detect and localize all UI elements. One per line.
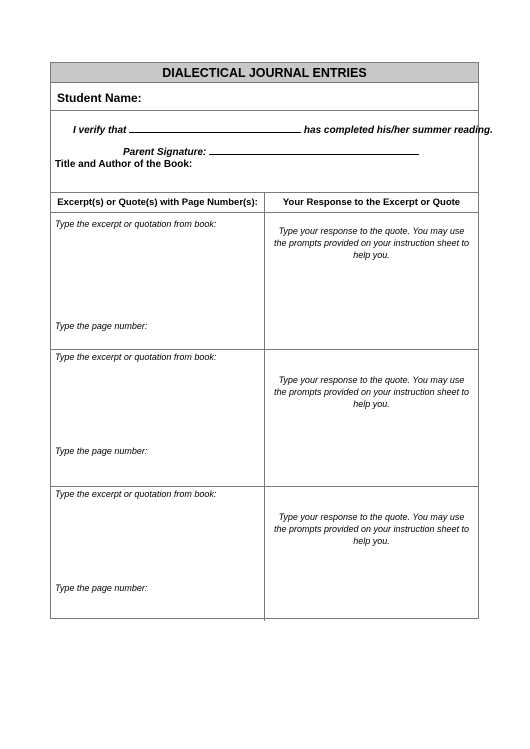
- journal-entry: [51, 213, 478, 350]
- response-column-header: [265, 193, 478, 212]
- book-title-field[interactable]: [51, 159, 478, 193]
- form-title: [51, 63, 478, 83]
- response-prompt: Type your response to the quote. You may use the prompts provided on your instruction sheet to help you.: [273, 226, 470, 260]
- column-headers: [51, 193, 478, 213]
- excerpt-column-header: [51, 193, 265, 212]
- book-title-label: Title and Author of the Book:: [55, 159, 193, 170]
- page-number-prompt: Type the page number:: [55, 446, 148, 456]
- verify-name-blank[interactable]: [129, 123, 301, 133]
- parent-signature-blank[interactable]: [209, 145, 419, 155]
- response-prompt: Type your response to the quote. You may use the prompts provided on your instruction sheet to help you.: [273, 375, 470, 409]
- response-cell[interactable]: [265, 487, 478, 621]
- student-name-field[interactable]: [51, 83, 478, 111]
- excerpt-prompt: Type the excerpt or quotation from book:: [55, 219, 217, 229]
- excerpt-prompt: Type the excerpt or quotation from book:: [55, 352, 217, 362]
- parent-signature-label: Parent Signature:: [123, 147, 207, 158]
- journal-entries: [51, 213, 478, 618]
- excerpt-cell[interactable]: [51, 350, 265, 486]
- journal-entry: [51, 487, 478, 621]
- excerpt-cell[interactable]: [51, 213, 265, 349]
- journal-entry: [51, 350, 478, 487]
- verify-prefix: I verify that: [73, 125, 127, 136]
- page-number-prompt: Type the page number:: [55, 583, 148, 593]
- student-name-label: Student Name:: [57, 91, 142, 105]
- parent-signature-line: [123, 145, 419, 158]
- journal-form: [50, 62, 493, 619]
- page-number-prompt: Type the page number:: [55, 321, 148, 331]
- excerpt-column-header-text: Excerpt(s) or Quote(s) with Page Number(s):: [57, 197, 258, 208]
- response-column-header-text: Your Response to the Excerpt or Quote: [282, 197, 461, 208]
- response-prompt: Type your response to the quote. You may use the prompts provided on your instruction sheet to help you.: [273, 512, 470, 546]
- verify-suffix: has completed his/her summer reading.: [303, 125, 493, 136]
- excerpt-prompt: Type the excerpt or quotation from book:: [55, 489, 217, 499]
- verification-statement: [73, 123, 493, 136]
- form-title-text: DIALECTICAL JOURNAL ENTRIES: [162, 65, 367, 80]
- verification-section: [51, 111, 493, 159]
- excerpt-cell[interactable]: [51, 487, 265, 621]
- response-cell[interactable]: [265, 213, 478, 349]
- response-cell[interactable]: [265, 350, 478, 486]
